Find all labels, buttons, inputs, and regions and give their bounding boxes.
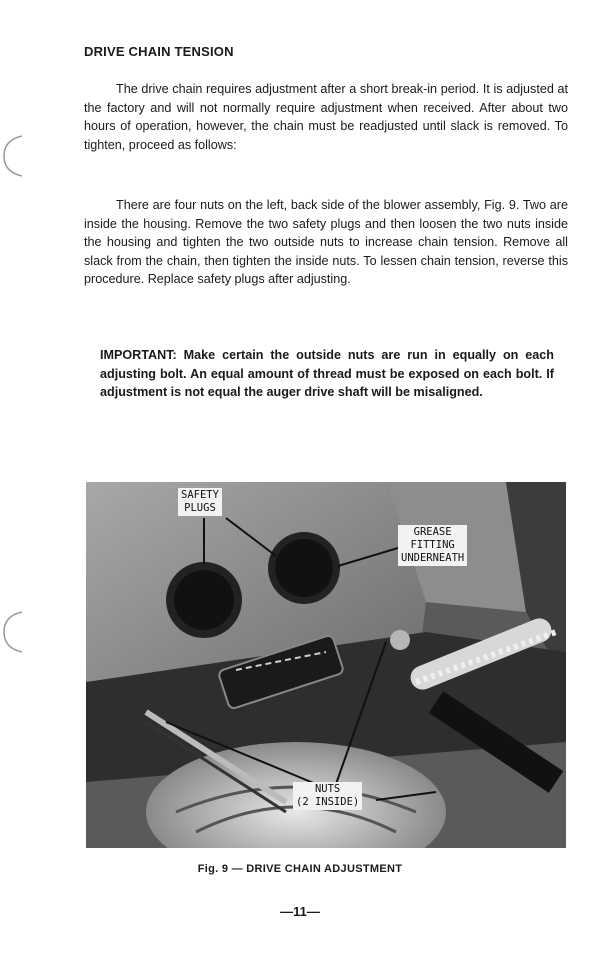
callout-grease-line2: FITTING xyxy=(410,539,455,551)
callout-grease-line1: GREASE xyxy=(413,526,452,538)
paragraph-break-in: The drive chain requires adjustment after a short break-in period. It is adjusted at the factory and will not normally require adjustment when received. After about two hours of operation, however, the chain must be readjusted until slack is removed. To tighten, proceed as follows: xyxy=(84,82,568,152)
callout-safety-line2: PLUGS xyxy=(184,502,216,514)
callout-nuts-line1: NUTS xyxy=(314,783,341,795)
callout-nuts xyxy=(293,782,362,810)
callout-grease-line3: UNDERNEATH xyxy=(401,552,465,564)
figure-photo xyxy=(86,482,566,848)
binder-hole-mark-top xyxy=(0,134,26,178)
section-heading: DRIVE CHAIN TENSION xyxy=(84,44,234,59)
callout-grease-fitting xyxy=(398,525,467,566)
paragraph-procedure: There are four nuts on the left, back side of the blower assembly, Fig. 9. Two are inside the housing. Remove the two safety plugs and then loosen the two nuts inside the housing and tighten the two outside nuts to increase chain tension. Remove all slack from the chain, then tighten the inside nuts. To lessen chain tension, reverse this procedure. Replace safety plugs after adjusting. xyxy=(84,198,568,287)
important-note: IMPORTANT: Make certain the outside nuts are run in equally on each adjusting bolt. An equal amount of thread must be exposed on each bolt. If adjustment is not equal the auger drive shaft will be misaligned. xyxy=(100,348,554,400)
callout-safety-line1: SAFETY xyxy=(181,489,219,501)
callout-safety-plugs xyxy=(178,488,222,516)
page-number: —11— xyxy=(280,904,320,919)
callout-nuts-line2: (2 INSIDE) xyxy=(296,796,360,808)
figure-caption: Fig. 9 — DRIVE CHAIN ADJUSTMENT xyxy=(197,863,403,875)
binder-hole-mark-bottom xyxy=(0,610,26,654)
